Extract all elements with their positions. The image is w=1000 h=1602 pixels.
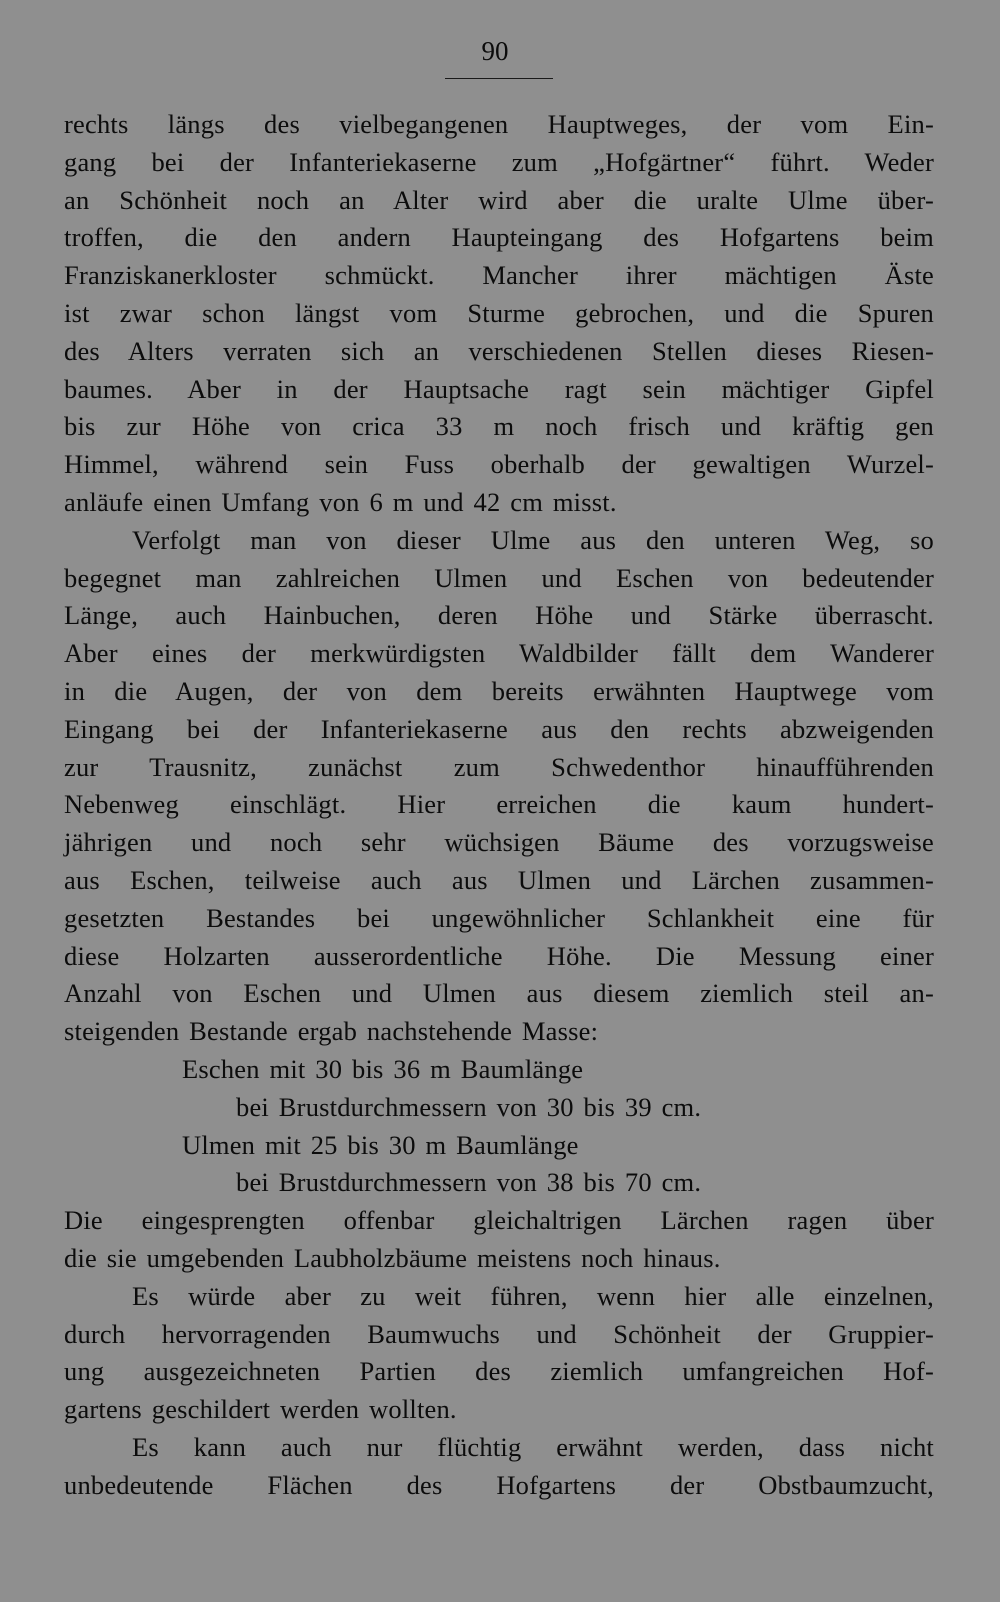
text-line: Eingang bei der Infanteriekaserne aus den rechts abzweigenden [64, 713, 934, 744]
text-line: troffen, die den andern Haupteingang des Hofgartens beim [64, 222, 934, 253]
text-line: Franziskanerkloster schmückt. Mancher ihrer mächtigen Äste [64, 260, 934, 291]
paragraph-start-line: Verfolgt man von dieser Ulme aus den unteren Weg, so [132, 524, 934, 555]
measurement-line: bei Brustdurchmessern von 30 bis 39 cm. [236, 1091, 702, 1122]
body-text [64, 106, 934, 1504]
text-line: Himmel, während sein Fuss oberhalb der gewaltigen Wurzel- [64, 449, 934, 480]
text-line: gang bei der Infanteriekaserne zum „Hofgärtner“ führt. Weder [64, 146, 934, 177]
text-line: ist zwar schon längst vom Sturme gebrochen, und die Spuren [64, 297, 934, 328]
text-line: ung ausgezeichneten Partien des ziemlich umfangreichen Hof- [64, 1356, 934, 1387]
measurement-line: bei Brustdurchmessern von 38 bis 70 cm. [236, 1167, 702, 1198]
text-line: des Alters verraten sich an verschiedenen Stellen dieses Riesen- [64, 335, 934, 366]
text-line: gesetzten Bestandes bei ungewöhnlicher Schlankheit eine für [64, 902, 934, 933]
text-line: rechts längs des vielbegangenen Hauptweges, der vom Ein- [64, 109, 934, 139]
text-line: jährigen und noch sehr wüchsigen Bäume des vorzugsweise [64, 827, 934, 858]
text-line: Nebenweg einschlägt. Hier erreichen die kaum hundert- [64, 789, 934, 820]
text-line: durch hervorragenden Baumwuchs und Schönheit der Gruppier- [64, 1318, 934, 1349]
text-line: bis zur Höhe von crica 33 m noch frisch und kräftig gen [64, 411, 934, 442]
text-line: diese Holzarten ausserordentliche Höhe. Die Messung einer [64, 940, 934, 971]
text-line: unbedeutende Flächen des Hofgartens der Obstbaumzucht, [64, 1469, 934, 1500]
paragraph-start-line: Es kann auch nur flüchtig erwähnt werden, dass nicht [132, 1431, 934, 1462]
measurement-line: Eschen mit 30 bis 36 m Baumlänge [182, 1053, 584, 1084]
text-line: begegnet man zahlreichen Ulmen und Eschen von bedeutender [64, 562, 934, 593]
text-line: Länge, auch Hainbuchen, deren Höhe und Stärke überrascht. [64, 600, 934, 631]
measurement-line: Ulmen mit 25 bis 30 m Baumlänge [182, 1129, 579, 1160]
page-number-rule [445, 78, 553, 79]
text-line: Anzahl von Eschen und Ulmen aus diesem ziemlich steil an- [64, 978, 934, 1009]
text-line: die sie umgebenden Laubholzbäume meistens noch hinaus. [64, 1242, 721, 1273]
paragraph-start-line: Es würde aber zu weit führen, wenn hier alle einzelnen, [132, 1280, 934, 1311]
text-line: steigenden Bestande ergab nachstehende Masse: [64, 1016, 599, 1047]
text-line: anläufe einen Umfang von 6 m und 42 cm misst. [64, 486, 617, 517]
text-line: gartens geschildert werden wollten. [64, 1394, 457, 1425]
text-line: zur Trausnitz, zunächst zum Schwedenthor hinaufführenden [64, 751, 934, 782]
page-number: 90 [481, 36, 509, 66]
text-line: aus Eschen, teilweise auch aus Ulmen und Lärchen zusammen- [64, 864, 934, 895]
text-line: in die Augen, der von dem bereits erwähnten Hauptwege vom [64, 675, 934, 706]
text-line: baumes. Aber in der Hauptsache ragt sein mächtiger Gipfel [64, 373, 934, 404]
text-line: Aber eines der merkwürdigsten Waldbilder fällt dem Wanderer [64, 638, 934, 669]
text-line: Die eingesprengten offenbar gleichaltrigen Lärchen ragen über [64, 1205, 934, 1236]
text-line: an Schönheit noch an Alter wird aber die uralte Ulme über- [64, 184, 934, 215]
